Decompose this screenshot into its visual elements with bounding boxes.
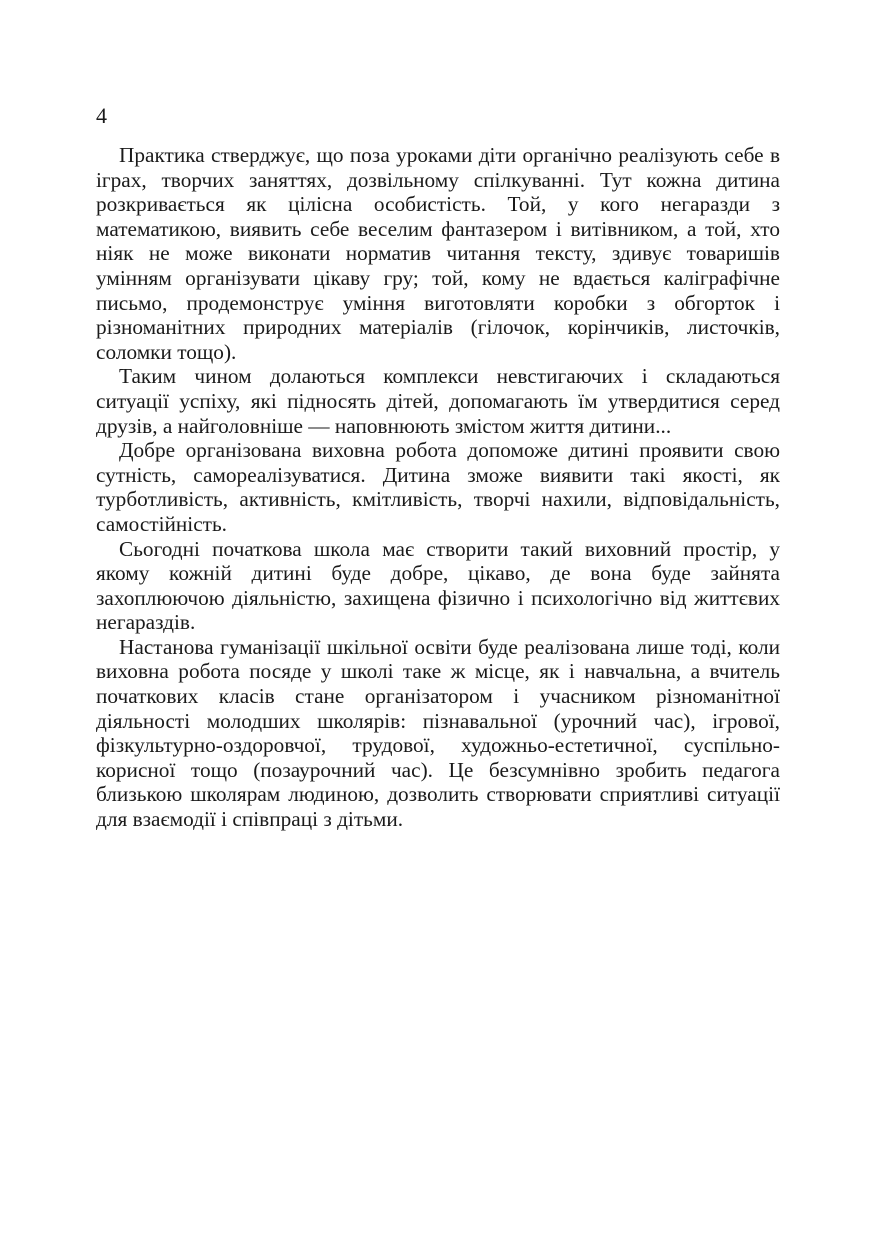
paragraph-humanization: Настанова гуманізації шкільної освіти буде реалізована лише тоді, коли виховна робота посяде у школі таке ж місце, як і навчальна, а вчитель початкових класів стане організатором і учасником різноманітної діяльності молодших школярів: пізнавальної (урочний час), ігрової, фізкультурно-оздоровчої, трудової, художньо-естетичної, суспільно-корисної тощо (позаурочний час). Це безсумнівно зробить педагога близькою школярам людиною, дозволить створювати сприятливі ситуації для взаємодії і співпраці з дітьми. — [96, 634, 780, 832]
paragraph-upbringing: Добре організована виховна робота допоможе дитині проявити свою сутність, самореалізуватися. Дитина зможе виявити такі якості, як турботливість, активність, кмітливість, творчі нахили, відповідальність, самостійність. — [96, 438, 780, 536]
paragraph-complexes: Таким чином долаються комплекси невстигаючих і складаються ситуації успіху, які підносять дітей, допомагають їм утвердитися серед друзів, а найголовніше — наповнюють змістом життя дитини... — [96, 364, 780, 438]
paragraph-practice: Практика стверджує, що поза уроками діти органічно реалізують себе в іграх, творчих заняттях, дозвільному спілкуванні. Тут кожна дитина розкривається як цілісна особистість. Той, у кого негаразди з математикою, виявить себе веселим фантазером і витівником, а той, хто ніяк не може виконати норматив читання тексту, здивує товаришів умінням організувати цікаву гру; той, кому не вдається каліграфічне письмо, продемонструє уміння виготовляти коробки з обгорток і різноманітних природних матеріалів (гілочок, корінчиків, листочків, соломки тощо). — [96, 143, 780, 364]
paragraph-primary-school: Сьогодні початкова школа має створити такий виховний простір, у якому кожній дитині буде добре, цікаво, де вона буде зайнята захоплюючою діяльністю, захищена фізично і психологічно від життєвих негараздів. — [96, 536, 780, 635]
body-text — [96, 143, 780, 832]
page-number: 4 — [96, 103, 107, 128]
